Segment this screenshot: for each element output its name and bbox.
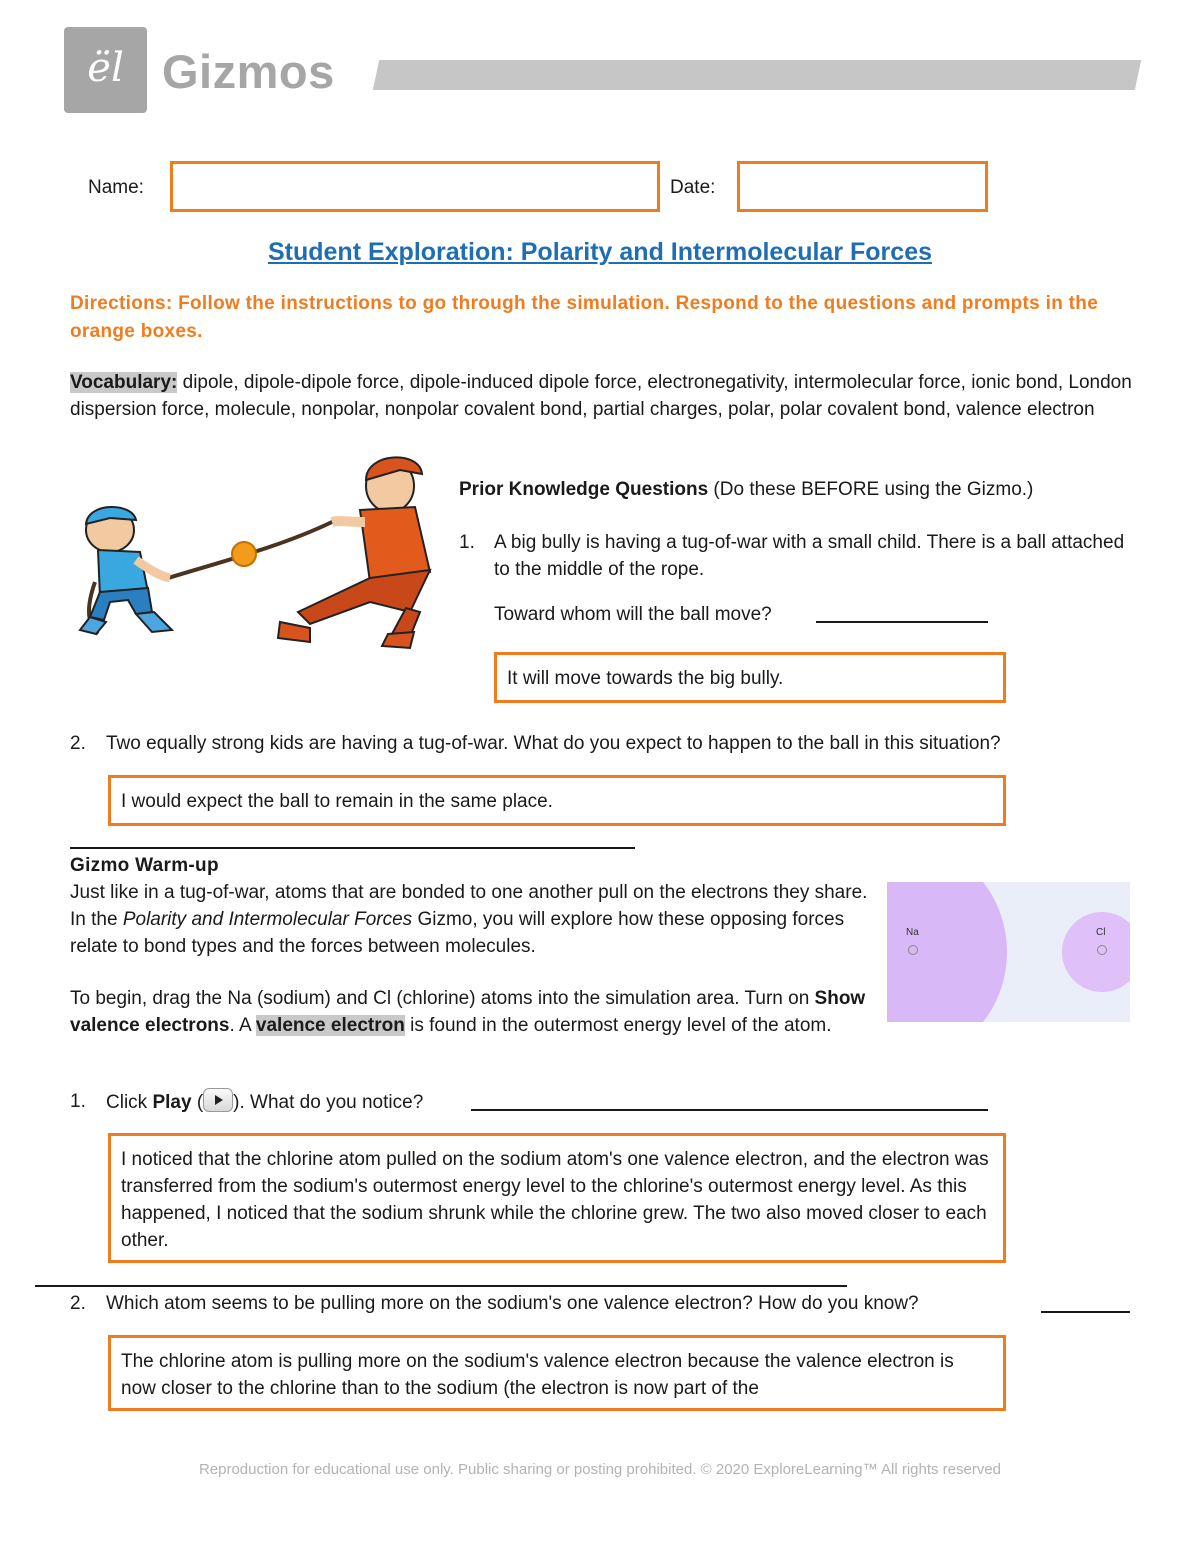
- warmup-q1-part-c: ). What do you notice?: [233, 1092, 424, 1113]
- pk-q1-blank-line: [816, 621, 988, 623]
- warmup-p2-part-b: . A: [229, 1015, 256, 1036]
- warmup-q2-answer-box[interactable]: [108, 1335, 1006, 1411]
- pk-q1-text: A big bully is having a tug-of-war with a small child. There is a ball attached to the middle of the rope.: [494, 532, 1125, 580]
- sim-cl-label: Cl: [1096, 927, 1106, 938]
- pk-q1-answer-box[interactable]: [494, 652, 1006, 703]
- warmup-q2-part-b: How do you know?: [758, 1293, 919, 1314]
- warmup-q2-part-a: Which atom seems to be pulling more on the sodium's one valence electron?: [106, 1293, 759, 1314]
- show-valence-electrons-term: Show valence electrons: [70, 988, 866, 1036]
- vocabulary-terms: dipole, dipole-dipole force, dipole-induced dipole force, electronegativity, intermolecular force, ionic bond, London dispersion force, molecule, nonpolar, nonpolar covalent bond, partial charges, polar, polar covalent bond, valence electron: [70, 372, 1132, 420]
- warmup-q1-part-a: Click: [106, 1092, 153, 1113]
- warmup-p2-part-a: To begin, drag the Na (sodium) and Cl (chlorine) atoms into the simulation area. Turn on: [70, 988, 815, 1009]
- warmup-p1-part-b: Gizmo, you will explore how these opposing forces relate to bond types and the forces between molecules.: [70, 909, 845, 957]
- vocabulary-paragraph: [70, 369, 1140, 423]
- warmup-q1-number: 1.: [70, 1091, 86, 1112]
- warmup-q2-blank-line: [1041, 1311, 1130, 1313]
- directions-text: Directions: Follow the instructions to go through the simulation. Respond to the questions and prompts in the orange boxes.: [70, 293, 1099, 342]
- copyright-footer: Reproduction for educational use only. Public sharing or posting prohibited. © 2020 ExploreLearning™ All rights reserved: [198, 1461, 1002, 1478]
- date-label: Date:: [670, 177, 716, 198]
- pk-q1-answer: It will move towards the big bully.: [507, 668, 784, 689]
- prior-knowledge-title: Prior Knowledge Questions: [459, 479, 709, 500]
- pk-q1-prompt: Toward whom will the ball move?: [494, 604, 772, 625]
- pk-q1-number: 1.: [459, 532, 475, 553]
- date-field[interactable]: [737, 161, 988, 212]
- warmup-q1-blank-line: [471, 1109, 988, 1111]
- warmup-paragraph-2: [70, 985, 870, 1039]
- warmup-p1-gizmo-name: Polarity and Intermolecular Forces: [122, 909, 413, 930]
- answer-underline: [35, 1285, 847, 1287]
- sodium-atom: [887, 882, 1007, 1022]
- gizmos-wordmark: Gizmos: [162, 45, 335, 98]
- page-title: Student Exploration: Polarity and Intermolecular Forces: [267, 238, 932, 266]
- prior-knowledge-note: (Do these BEFORE using the Gizmo.): [708, 479, 1034, 500]
- tug-of-war-illustration: [70, 452, 440, 652]
- warmup-q1-answer: I noticed that the chlorine atom pulled on the sodium atom's one valence electron, and the electron was transferred from the sodium's outermost energy level to the chlorine's outermost energy level. As this happened, I noticed that the sodium shrunk while the chlorine grew. The two also moved closer to each other.: [121, 1149, 989, 1251]
- name-field[interactable]: [170, 161, 660, 212]
- warmup-q1-answer-box[interactable]: [108, 1133, 1006, 1263]
- pk-q2-text: Two equally strong kids are having a tug-of-war. What do you expect to happen to the ball in this situation?: [106, 733, 1001, 754]
- prior-knowledge-heading: [459, 476, 1139, 503]
- play-button-icon: [203, 1088, 233, 1112]
- warmup-q2-text: [106, 1290, 1046, 1317]
- warmup-q2-answer: The chlorine atom is pulling more on the sodium's valence electron because the valence electron is now closer to the chlorine than to the sodium (the electron is now part of the: [121, 1351, 954, 1399]
- warmup-p1-part-a: Just like in a tug-of-war, atoms that are bonded to one another pull on the electrons they share. In the: [70, 882, 868, 930]
- simulation-screenshot: [887, 882, 1130, 1022]
- header-bar: [373, 60, 1141, 90]
- vocabulary-label: Vocabulary:: [70, 372, 178, 393]
- pk-q2-answer: I would expect the ball to remain in the same place.: [121, 791, 553, 812]
- warmup-q1-part-b: (: [191, 1092, 204, 1113]
- play-term: Play: [152, 1092, 192, 1113]
- chlorine-marker: [1097, 945, 1107, 955]
- warmup-q2-number: 2.: [70, 1293, 86, 1314]
- chlorine-atom: [1062, 912, 1130, 992]
- logo-glyph: ël: [87, 45, 124, 91]
- pk-q2-answer-box[interactable]: [108, 775, 1006, 826]
- warmup-p2-part-c: is found in the outermost energy level of the atom.: [404, 1015, 832, 1036]
- explorelearning-logo: [64, 27, 147, 113]
- warmup-paragraph-1: [70, 879, 870, 960]
- pk-q2-number: 2.: [70, 733, 86, 754]
- valence-electron-term: valence electron: [255, 1015, 405, 1036]
- section-divider: [70, 847, 635, 849]
- sim-na-label: Na: [906, 927, 919, 938]
- warmup-q1-text: [106, 1088, 486, 1116]
- warmup-heading: Gizmo Warm-up: [70, 855, 219, 876]
- sodium-marker: [908, 945, 918, 955]
- name-label: Name:: [88, 177, 144, 198]
